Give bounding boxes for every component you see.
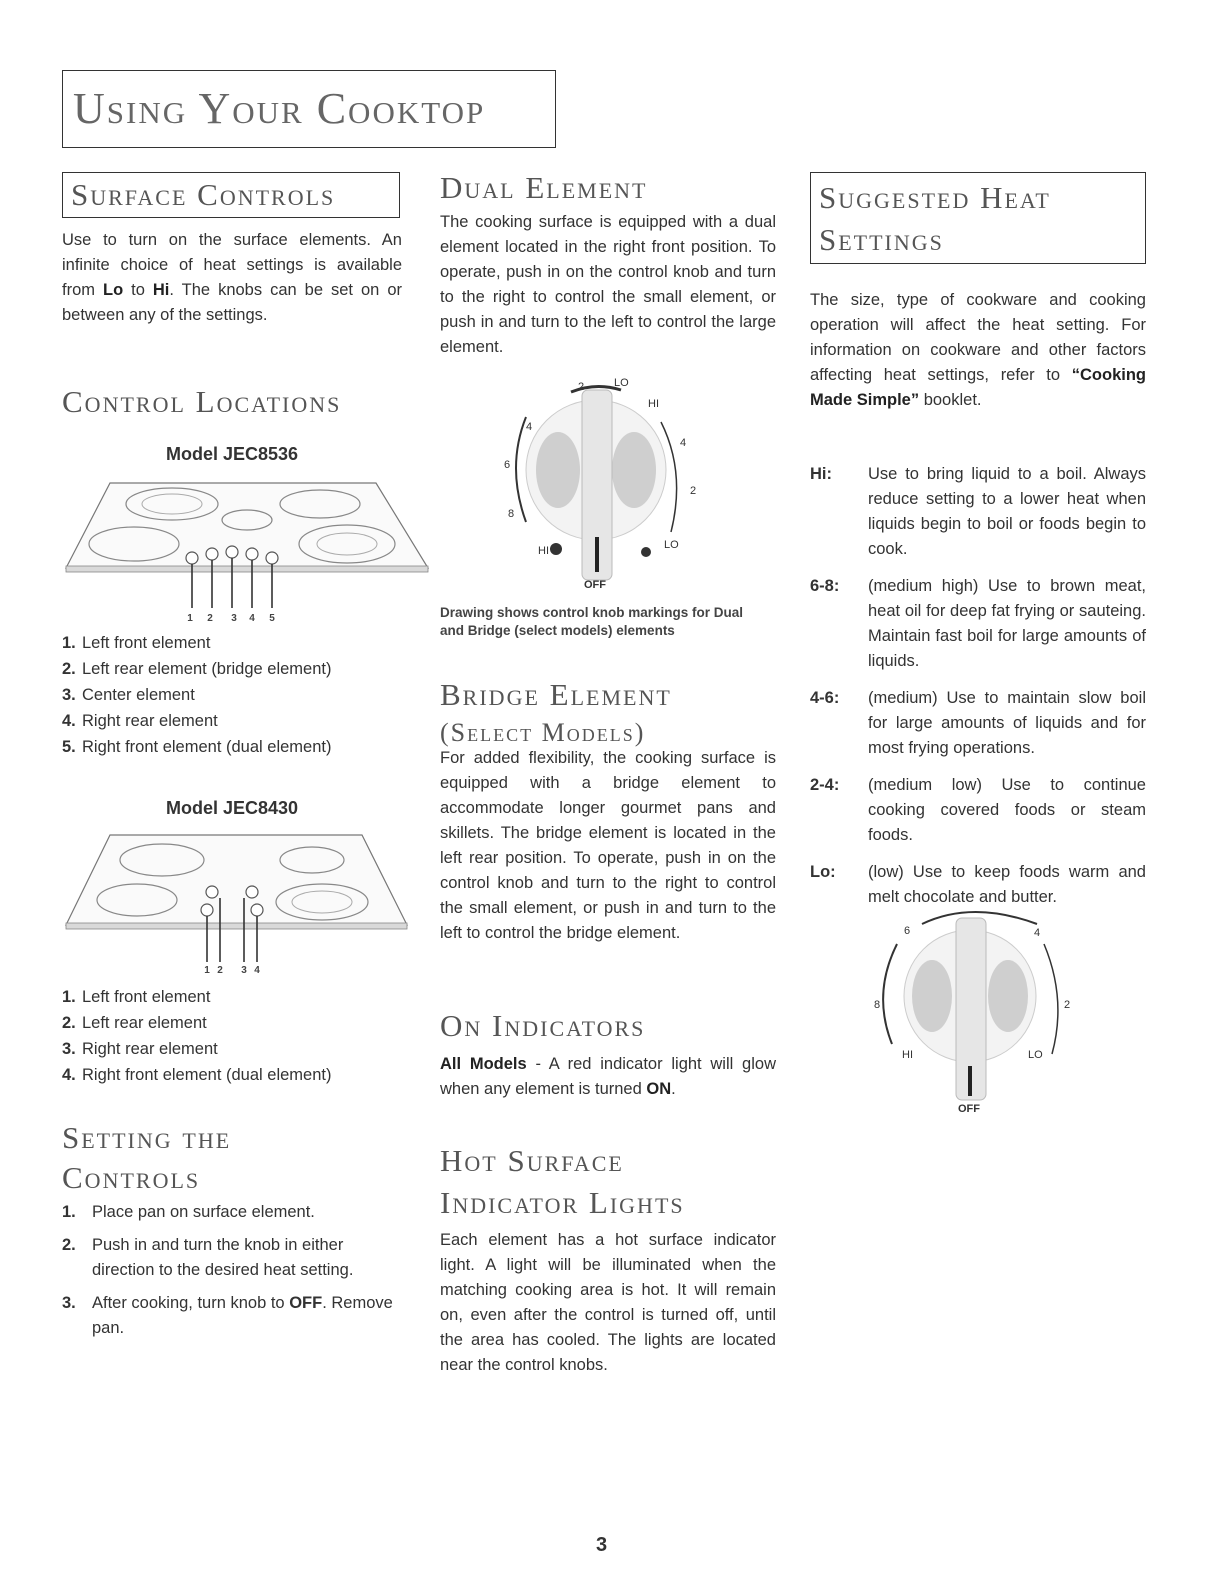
list-item: 1. Left front element	[62, 988, 211, 1006]
suggested-heat-heading-box	[810, 172, 1146, 264]
list-item: 4. Right front element (dual element)	[62, 1066, 332, 1084]
dual-knob-hi-top: HI	[648, 398, 659, 410]
heat-row-4-6: 4-6: (medium) Use to maintain slow boil for large amounts of liquids and for most frying operations.	[810, 689, 1146, 757]
model2-element-list	[62, 984, 402, 1088]
page-title-box	[62, 70, 556, 148]
suggested-heat-intro: The size, type of cookware and cooking operation will affect the heat setting. For information on cookware and other factors affecting heat settings, refer to “Cooking Made Simple” booklet.	[810, 291, 1146, 409]
list-item: 2. Left rear element	[62, 1014, 207, 1032]
list-item: 3. Right rear element	[62, 1040, 218, 1058]
dual-knob-off: OFF	[584, 579, 606, 591]
page-number: 3	[596, 1534, 608, 1556]
diagram2-number-1: 1	[204, 965, 210, 975]
diagram2-number-3: 3	[241, 965, 247, 975]
surface-controls-heading-box	[62, 172, 400, 218]
on-indicators-text: All Models - A red indicator light will glow when any element is turned ON.	[440, 1055, 776, 1098]
dual-knob-lo-right: LO	[664, 539, 679, 551]
surface-controls-heading: Surface Controls	[71, 177, 336, 212]
booklet-title: “Cooking Made Simple”	[810, 366, 1146, 409]
dual-element-text: The cooking surface is equipped with a dual element located in the right front position. To operate, push in on the control knob and turn to the right to control the small element, or push in and turn to the left to control the large element.	[440, 213, 776, 356]
std-knob-2: 2	[1064, 999, 1071, 1011]
model1-element-list	[62, 630, 402, 760]
dual-knob-2-left: 2	[578, 381, 585, 393]
step-2: 2. Push in and turn the knob in either direction to the desired heat setting.	[62, 1236, 354, 1279]
setting-steps	[62, 1200, 402, 1341]
heat-row-6-8: 6-8: (medium high) Use to brown meat, heat oil for deep fat frying or sauteing. Maintain fast boil for large amounts of liquids.	[810, 577, 1146, 670]
knob-drawing-caption: Drawing shows control knob markings for Dual and Bridge (select models) elements	[440, 605, 744, 638]
diagram1-number-1: 1	[187, 613, 193, 623]
bridge-element-heading: Bridge Element (Select Models)	[440, 677, 672, 747]
diagram2-number-2: 2	[217, 965, 223, 975]
list-item: 5. Right front element (dual element)	[62, 738, 332, 756]
dual-element-heading: Dual Element	[440, 170, 648, 205]
diagram1-number-5: 5	[269, 613, 275, 623]
list-item: 1. Left front element	[62, 634, 211, 652]
lo-label: Lo	[102, 281, 124, 299]
hot-surface-heading: Hot Surface Indicator Lights	[440, 1143, 685, 1220]
setting-controls-heading: Setting the Controls	[62, 1120, 232, 1195]
page-title: Using Your Cooktop	[73, 84, 486, 133]
std-knob-4: 4	[1034, 927, 1041, 939]
step-3: 3. After cooking, turn knob to OFF. Remove pan.	[62, 1294, 393, 1337]
std-knob-8: 8	[874, 999, 881, 1011]
surface-controls-intro: Use to turn on the surface elements. An infinite choice of heat settings is available from Lo to Hi. The knobs can be set on or between any of the settings.	[62, 231, 402, 324]
dual-knob-hi-left: HI	[538, 545, 549, 557]
cooktop-diagram-jec8536	[62, 478, 432, 623]
control-locations-heading: Control Locations	[62, 384, 342, 419]
dual-knob-2-right: 2	[690, 485, 697, 497]
std-knob-off: OFF	[958, 1103, 980, 1114]
model-jec8430-title: Model JEC8430	[165, 798, 299, 818]
suggested-heat-heading: Suggested Heat Settings	[819, 180, 1051, 257]
list-item: 4. Right rear element	[62, 712, 218, 730]
diagram1-number-2: 2	[207, 613, 213, 623]
heat-row-2-4: 2-4: (medium low) Use to continue cooking covered foods or steam foods.	[810, 776, 1146, 844]
hi-label: Hi	[152, 281, 170, 299]
step-1: 1. Place pan on surface element.	[62, 1203, 315, 1221]
on-indicators-heading: On Indicators	[440, 1008, 646, 1043]
cooktop-diagram-jec8430	[62, 830, 412, 975]
heat-row-lo: Lo: (low) Use to keep foods warm and melt chocolate and butter.	[810, 863, 1146, 906]
std-knob-6: 6	[904, 925, 911, 937]
standard-knob-drawing	[862, 904, 1082, 1114]
diagram1-number-3: 3	[231, 613, 237, 623]
dual-knob-4-right: 4	[680, 437, 687, 449]
off-label: OFF	[289, 1294, 323, 1312]
heat-settings-list	[810, 462, 1146, 922]
dual-knob-6-left: 6	[504, 459, 511, 471]
dual-knob-8-left: 8	[508, 508, 515, 520]
list-item: 2. Left rear element (bridge element)	[62, 660, 332, 678]
heat-row-hi: Hi: Use to bring liquid to a boil. Always reduce setting to a lower heat when liquids begin to boil or foods begin to cook.	[810, 465, 1146, 558]
model-jec8536-title: Model JEC8536	[165, 444, 299, 464]
dual-knob-drawing	[486, 372, 716, 592]
dual-knob-lo-top: LO	[614, 377, 629, 389]
bridge-element-text: For added flexibility, the cooking surface is equipped with a bridge element to accommodate longer gourmet pans and skillets. The bridge element is located in the left rear position. To operate, push in on the control knob and turn to the right to control the small element, or push in and turn to the left to control the bridge element.	[440, 749, 776, 942]
std-knob-hi: HI	[902, 1049, 913, 1061]
diagram2-number-4: 4	[254, 965, 260, 975]
list-item: 3. Center element	[62, 686, 195, 704]
std-knob-lo: LO	[1028, 1049, 1043, 1061]
diagram1-number-4: 4	[249, 613, 255, 623]
dual-knob-4-left: 4	[526, 421, 533, 433]
hot-surface-text: Each element has a hot surface indicator light. A light will be illuminated when the matching cooking area is hot. It will remain on, even after the control is turned off, until the area has cooled. The lights are located near the control knobs.	[440, 1231, 776, 1374]
